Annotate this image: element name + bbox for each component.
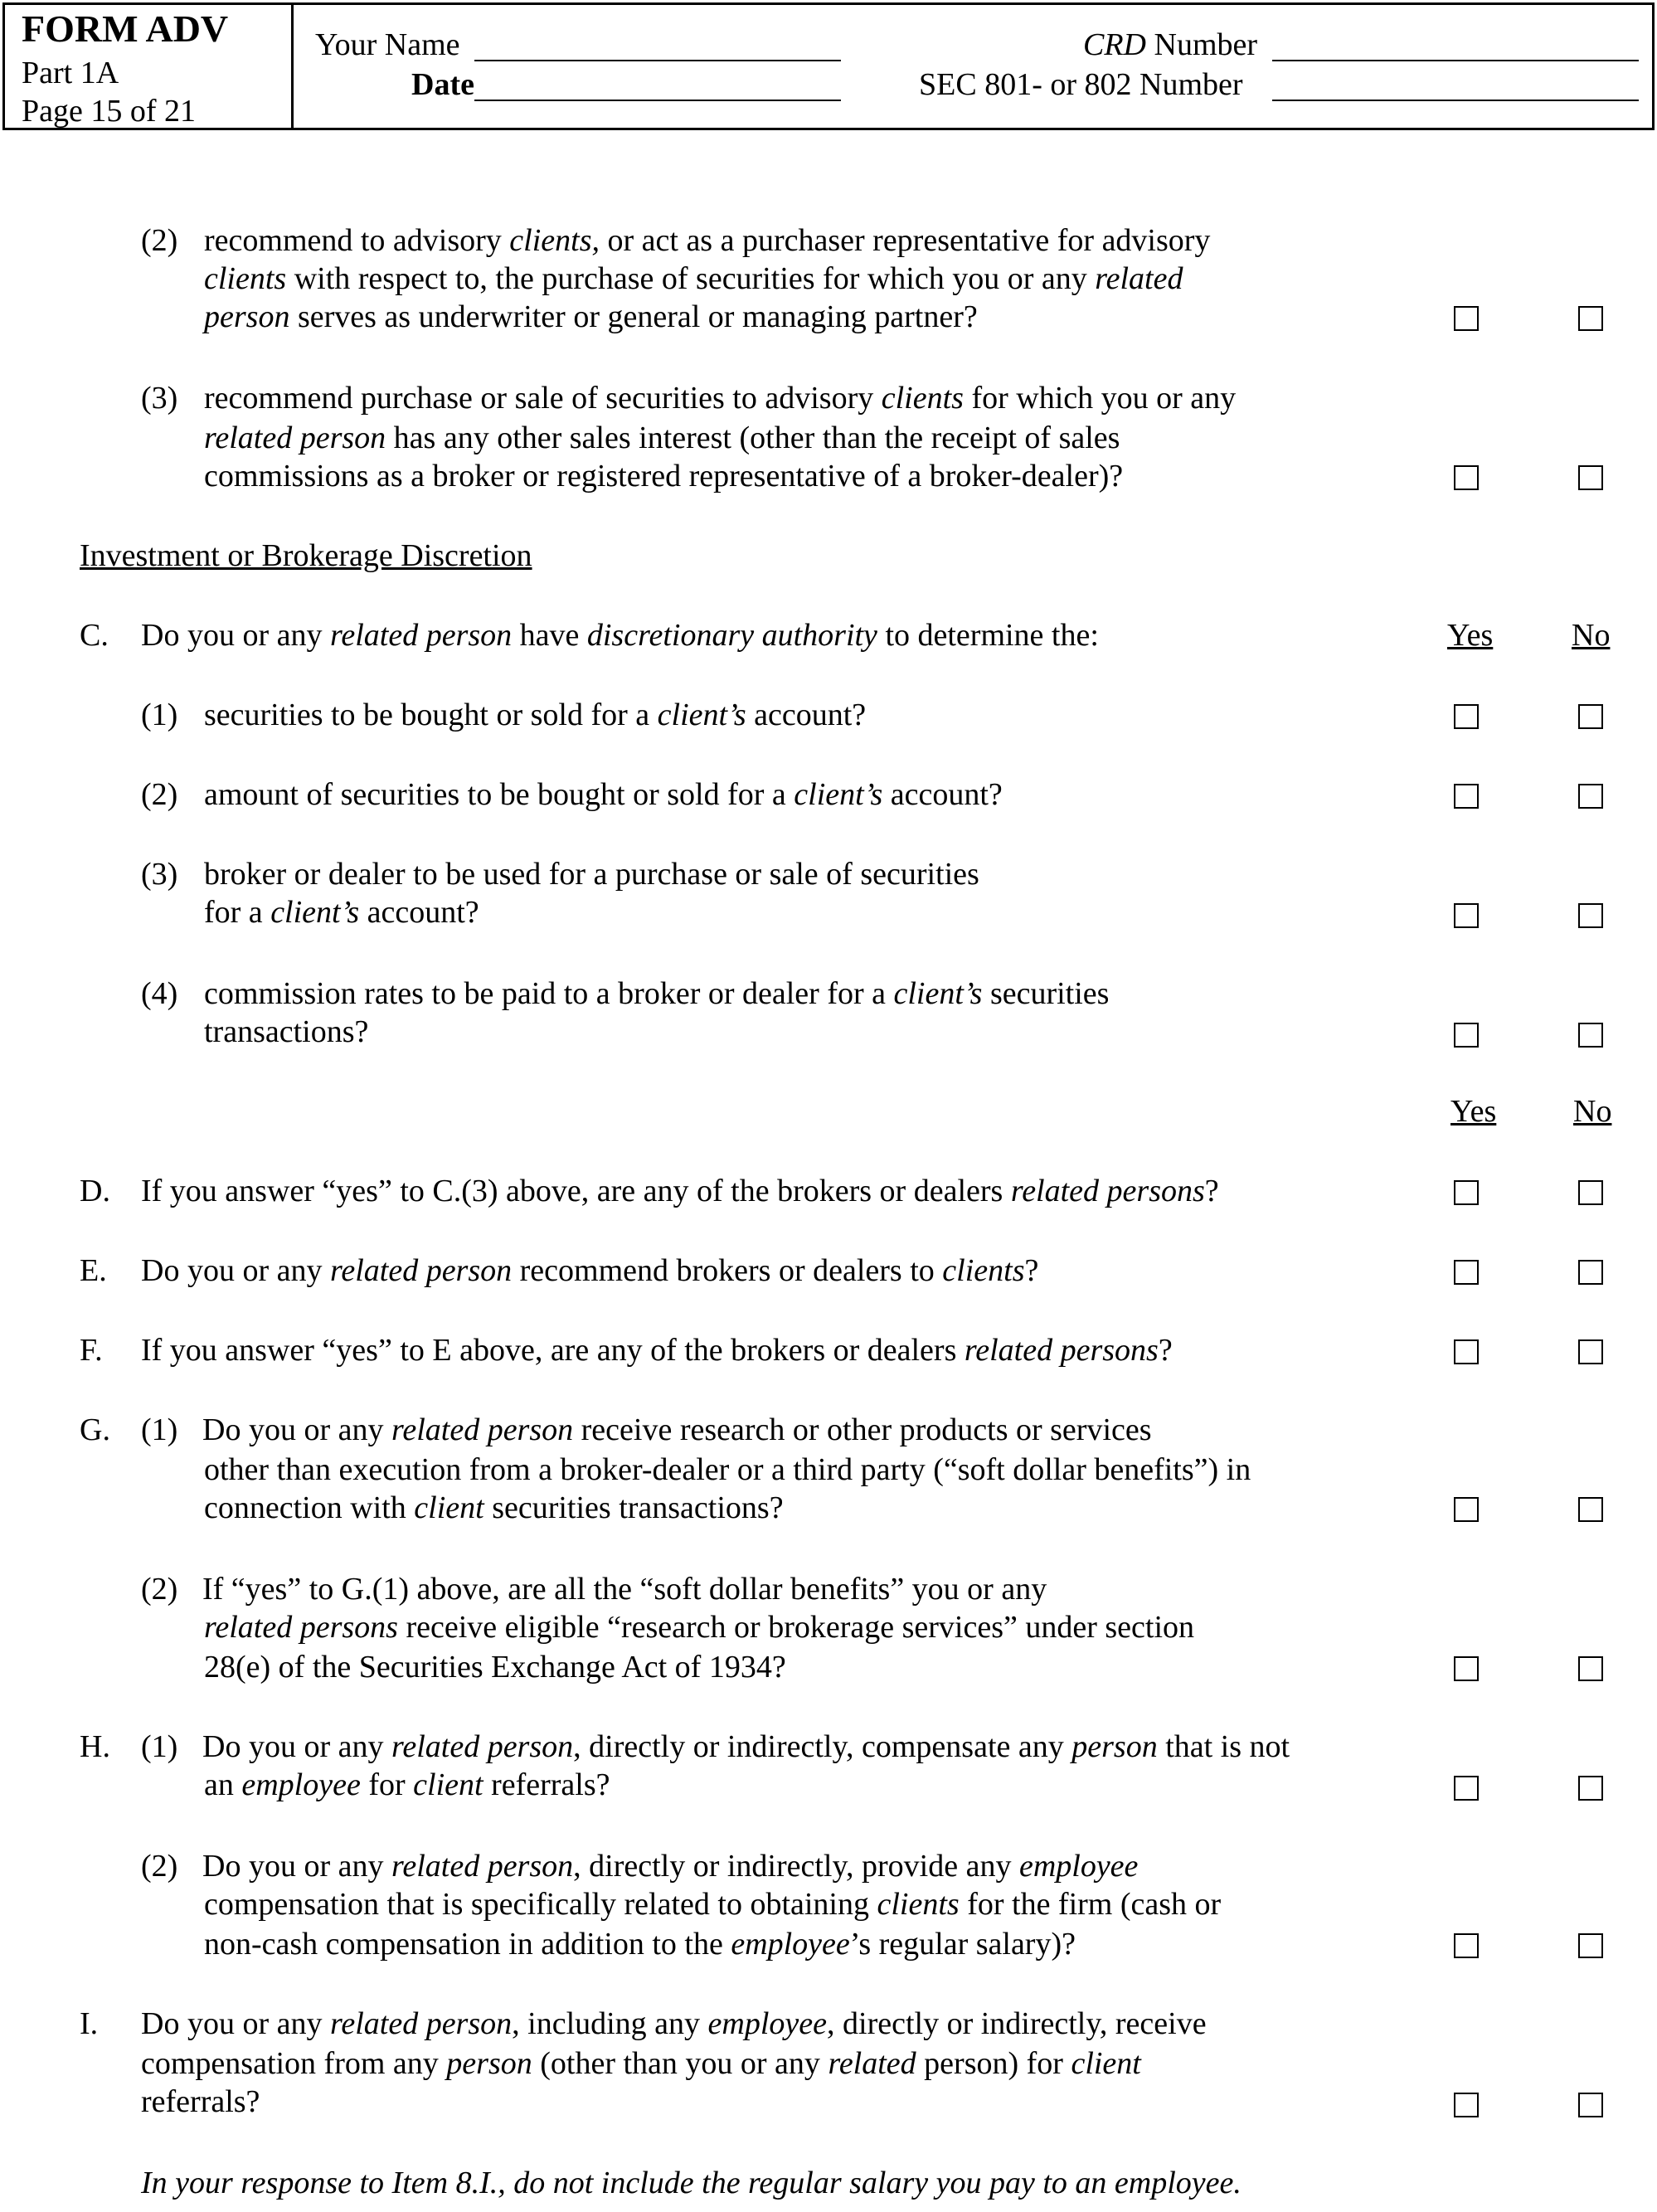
item-f-question: If you answer “yes” to E above, are any of the brokers or dealers related persons?: [141, 1333, 1173, 1368]
item-h1-line1: Do you or any related person, directly or indirectly, compensate any person that is not: [202, 1729, 1290, 1764]
your-name-field[interactable]: [474, 60, 841, 61]
form-id-box: [5, 5, 294, 128]
yes-column-header: Yes: [1447, 618, 1494, 653]
page-number: Page 15 of 21: [22, 94, 197, 129]
item-f-letter: F.: [80, 1333, 103, 1368]
item-g1-yes-checkbox[interactable]: [1454, 1497, 1479, 1522]
item-g1-number: (1): [141, 1412, 178, 1447]
item-c4-no-checkbox[interactable]: [1578, 1023, 1603, 1048]
item-e-question: Do you or any related person recommend brokers or dealers to clients?: [141, 1253, 1039, 1288]
form-part: Part 1A: [22, 56, 119, 90]
item-g1-no-checkbox[interactable]: [1578, 1497, 1603, 1522]
item-h1-number: (1): [141, 1729, 178, 1764]
no-column-header: No: [1572, 618, 1611, 653]
item-h1-line2: an employee for client referrals?: [204, 1767, 610, 1802]
item-i-line1: Do you or any related person, including any employee, directly or indirectly, receive: [141, 2006, 1207, 2041]
your-name-label: Your Name: [315, 27, 460, 62]
item-d-no-checkbox[interactable]: [1578, 1180, 1603, 1205]
crd-number-field[interactable]: [1272, 60, 1639, 61]
item-d-yes-checkbox[interactable]: [1454, 1180, 1479, 1205]
item-h1-no-checkbox[interactable]: [1578, 1776, 1603, 1801]
item-c4-yes-checkbox[interactable]: [1454, 1023, 1479, 1048]
item-h2-no-checkbox[interactable]: [1578, 1933, 1603, 1958]
item-c3-line2: for a client’s account?: [204, 895, 479, 930]
item-g1-line3: connection with client securities transactions?: [204, 1490, 784, 1525]
item-c2-no-checkbox[interactable]: [1578, 784, 1603, 809]
item-g2-line3: 28(e) of the Securities Exchange Act of 1934?: [204, 1650, 786, 1685]
item-b2-line2: clients with respect to, the purchase of securities for which you or any related: [204, 261, 1183, 296]
sec-number-label: SEC 801- or 802 Number: [919, 67, 1243, 102]
item-c3-line1: broker or dealer to be used for a purchase or sale of securities: [204, 857, 979, 892]
item-b3-line1: recommend purchase or sale of securities to advisory clients for which you or any: [204, 381, 1237, 416]
item-i-yes-checkbox[interactable]: [1454, 2093, 1479, 2117]
item-c2-number: (2): [141, 777, 178, 812]
item-d-letter: D.: [80, 1174, 110, 1208]
item-g-letter: G.: [80, 1412, 110, 1447]
item-c2-text: amount of securities to be bought or sold for a client’s account?: [204, 777, 1003, 812]
item-h2-number: (2): [141, 1849, 178, 1884]
no-column-header-2: No: [1573, 1094, 1612, 1129]
item-c1-number: (1): [141, 698, 178, 732]
item-g2-line2: related persons receive eligible “research or brokerage services” under section: [204, 1610, 1195, 1645]
item-f-yes-checkbox[interactable]: [1454, 1339, 1479, 1364]
sec-number-field[interactable]: [1272, 100, 1639, 101]
item-b3-line2: related person has any other sales interest (other than the receipt of sales: [204, 421, 1120, 455]
item-g2-yes-checkbox[interactable]: [1454, 1656, 1479, 1681]
item-d-question: If you answer “yes” to C.(3) above, are any of the brokers or dealers related persons?: [141, 1174, 1219, 1208]
crd-label: CRD Number: [1083, 27, 1258, 62]
item-c3-yes-checkbox[interactable]: [1454, 903, 1479, 928]
item-b3-number: (3): [141, 381, 178, 416]
item-g2-no-checkbox[interactable]: [1578, 1656, 1603, 1681]
item-g2-line1: If “yes” to G.(1) above, are all the “soft dollar benefits” you or any: [202, 1572, 1047, 1607]
item-c-question: Do you or any related person have discretionary authority to determine the:: [141, 618, 1099, 653]
section-heading: Investment or Brokerage Discretion: [80, 538, 532, 573]
item-b2-no-checkbox[interactable]: [1578, 306, 1603, 331]
item-h2-line3: non-cash compensation in addition to the employee’s regular salary)?: [204, 1927, 1076, 1962]
item-e-no-checkbox[interactable]: [1578, 1260, 1603, 1285]
item-c2-yes-checkbox[interactable]: [1454, 784, 1479, 809]
item-h-letter: H.: [80, 1729, 110, 1764]
item-i-letter: I.: [80, 2006, 99, 2041]
item-g1-line1: Do you or any related person receive research or other products or services: [202, 1412, 1152, 1447]
item-c1-text: securities to be bought or sold for a client’s account?: [204, 698, 867, 732]
item-g2-number: (2): [141, 1572, 178, 1607]
item-c-letter: C.: [80, 618, 109, 653]
item-i-note: In your response to Item 8.I., do not include the regular salary you pay to an employee.: [141, 2166, 1242, 2200]
item-b2-line1: recommend to advisory clients, or act as a purchaser representative for advisory: [204, 223, 1211, 258]
date-label: Date: [411, 67, 474, 102]
item-c1-no-checkbox[interactable]: [1578, 704, 1603, 729]
item-i-line3: referrals?: [141, 2084, 260, 2119]
item-c1-yes-checkbox[interactable]: [1454, 704, 1479, 729]
item-b2-number: (2): [141, 223, 178, 258]
item-h1-yes-checkbox[interactable]: [1454, 1776, 1479, 1801]
item-g1-line2: other than execution from a broker-dealer or a third party (“soft dollar benefits”) in: [204, 1452, 1251, 1487]
item-h2-yes-checkbox[interactable]: [1454, 1933, 1479, 1958]
item-i-line2: compensation from any person (other than you or any related person) for client: [141, 2046, 1141, 2081]
item-f-no-checkbox[interactable]: [1578, 1339, 1603, 1364]
item-b3-no-checkbox[interactable]: [1578, 465, 1603, 490]
form-header: [2, 2, 1655, 130]
item-e-letter: E.: [80, 1253, 107, 1288]
yes-column-header-2: Yes: [1450, 1094, 1497, 1129]
form-title: FORM ADV: [22, 7, 229, 50]
item-e-yes-checkbox[interactable]: [1454, 1260, 1479, 1285]
item-b2-line3: person serves as underwriter or general or managing partner?: [204, 299, 978, 334]
item-c4-line2: transactions?: [204, 1014, 369, 1049]
item-c4-line1: commission rates to be paid to a broker or dealer for a client’s securities: [204, 976, 1110, 1011]
item-b3-line3: commissions as a broker or registered representative of a broker-dealer)?: [204, 459, 1124, 493]
item-c3-no-checkbox[interactable]: [1578, 903, 1603, 928]
item-h2-line1: Do you or any related person, directly or indirectly, provide any employee: [202, 1849, 1139, 1884]
date-field[interactable]: [474, 100, 841, 101]
item-c3-number: (3): [141, 857, 178, 892]
item-b3-yes-checkbox[interactable]: [1454, 465, 1479, 490]
item-b2-yes-checkbox[interactable]: [1454, 306, 1479, 331]
item-i-no-checkbox[interactable]: [1578, 2093, 1603, 2117]
item-h2-line2: compensation that is specifically related to obtaining clients for the firm (cash or: [204, 1887, 1222, 1922]
item-c4-number: (4): [141, 976, 178, 1011]
